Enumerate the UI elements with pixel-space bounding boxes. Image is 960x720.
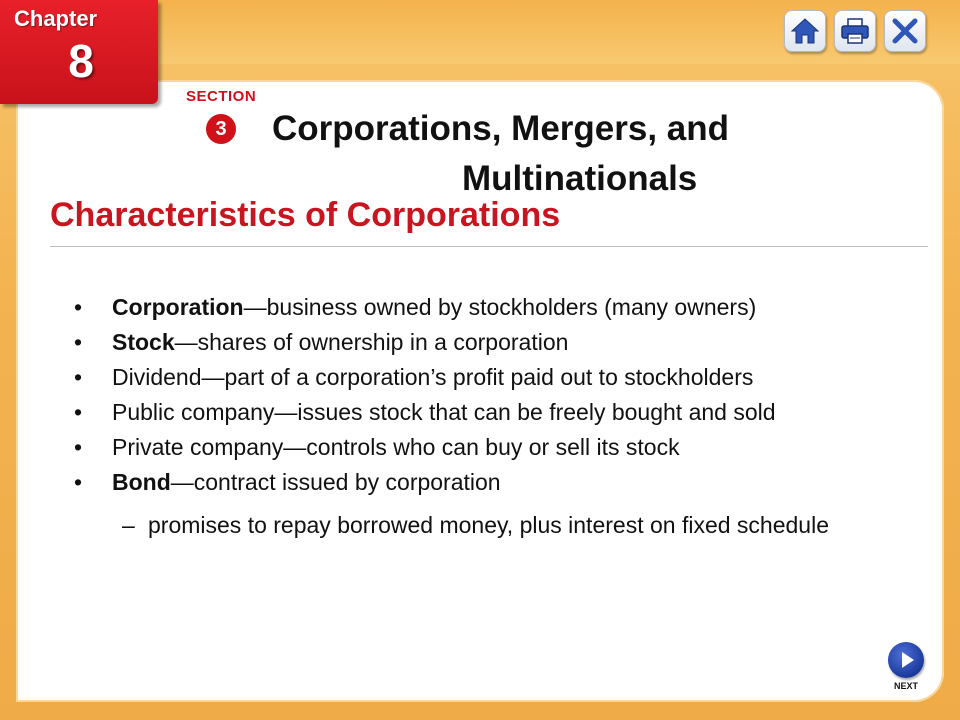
- section-number-badge: 3: [206, 114, 236, 144]
- sub-bullet: [122, 510, 888, 540]
- slide-title: Characteristics of Corporations: [50, 196, 561, 234]
- bullet-list: [72, 294, 912, 504]
- bullet-text: —contract issued by corporation: [170, 469, 501, 495]
- list-item: [72, 399, 912, 426]
- bullet-term: Stock: [112, 329, 175, 355]
- home-icon: [789, 15, 821, 47]
- chapter-number: 8: [68, 35, 94, 87]
- dash-marker: –: [122, 512, 135, 538]
- home-button[interactable]: [784, 10, 826, 52]
- bullet-dot-icon: •: [74, 329, 83, 355]
- bullet-text: Dividend—part of a corporation’s profit paid out to stockholders: [112, 364, 754, 390]
- section-title-line1: Corporations, Mergers, and: [272, 109, 730, 148]
- title-divider: [50, 246, 928, 247]
- bullet-dot-icon: •: [74, 434, 83, 460]
- bullet-text: Public company—issues stock that can be freely bought and sold: [112, 399, 776, 425]
- next-button[interactable]: [888, 642, 924, 678]
- printer-icon: [839, 15, 871, 47]
- chapter-label: Chapter: [14, 6, 98, 31]
- bullet-text: —business owned by stockholders (many owners): [243, 294, 757, 320]
- list-item: [72, 364, 912, 391]
- close-icon: [889, 15, 921, 47]
- bullet-dot-icon: •: [74, 364, 83, 390]
- close-button[interactable]: [884, 10, 926, 52]
- play-arrow-icon: [888, 642, 924, 678]
- section-title: [272, 104, 832, 204]
- list-item: [72, 294, 912, 321]
- bullet-text: —shares of ownership in a corporation: [174, 329, 569, 355]
- sub-bullet-text: promises to repay borrowed money, plus interest on fixed schedule: [148, 512, 829, 538]
- section-title-line2: Multinationals: [462, 159, 698, 198]
- list-item: [72, 434, 912, 461]
- chapter-tab: [0, 0, 158, 104]
- bullet-dot-icon: •: [74, 469, 83, 495]
- bullet-dot-icon: •: [74, 399, 83, 425]
- list-item: [72, 329, 912, 356]
- bullet-dot-icon: •: [74, 294, 83, 320]
- bullet-text: Private company—controls who can buy or sell its stock: [112, 434, 680, 460]
- bullet-term: Bond: [112, 469, 171, 495]
- list-item: [72, 469, 912, 496]
- bullet-term: Corporation: [112, 294, 244, 320]
- section-label: SECTION: [186, 88, 257, 105]
- next-label: NEXT: [893, 681, 918, 691]
- print-button[interactable]: [834, 10, 876, 52]
